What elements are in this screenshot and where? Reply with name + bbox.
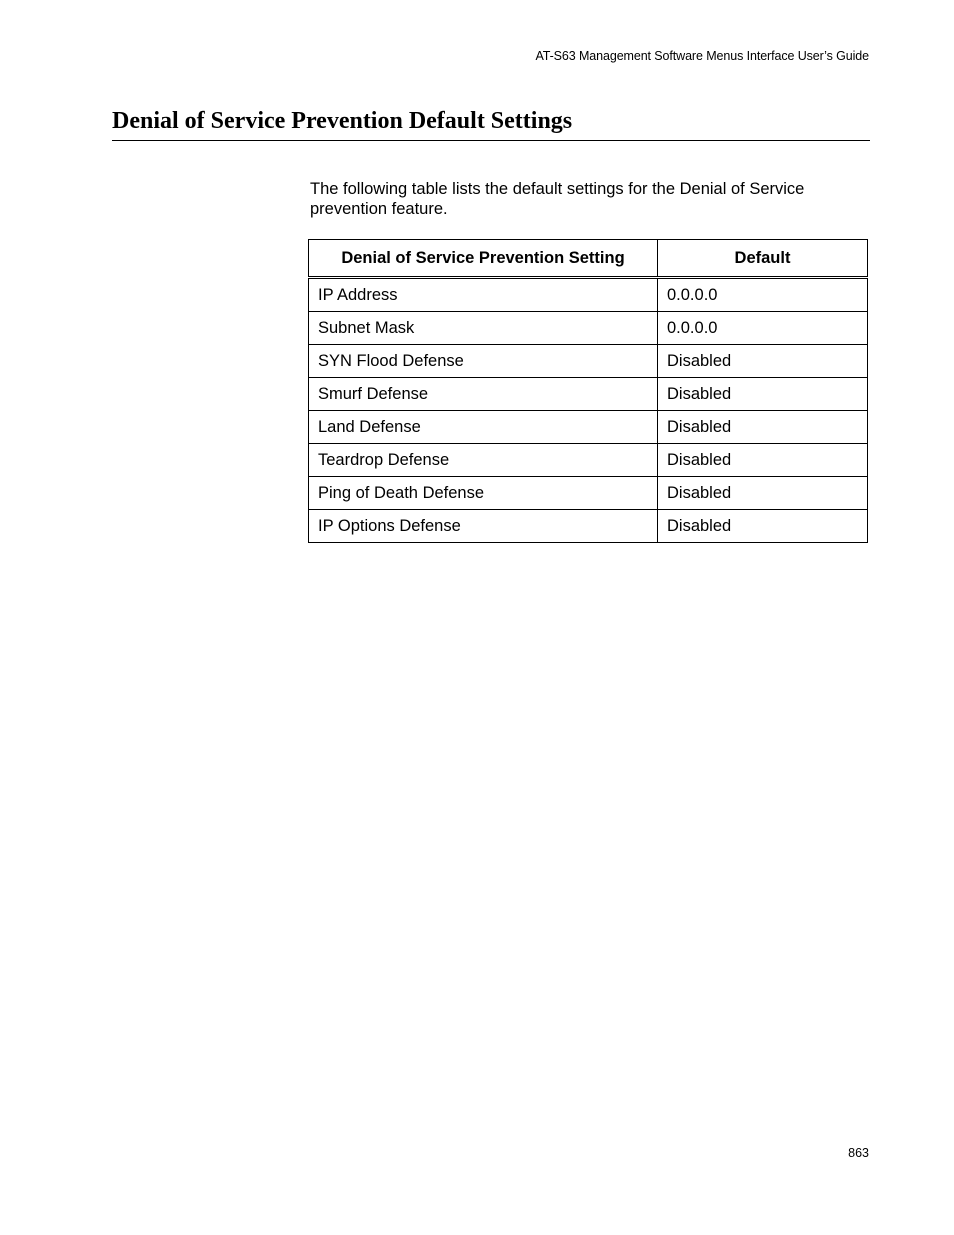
setting-cell: Ping of Death Defense [309,477,658,510]
setting-cell: Subnet Mask [309,312,658,345]
default-cell: Disabled [658,411,868,444]
default-cell: Disabled [658,510,868,543]
setting-cell: IP Address [309,278,658,312]
table-row [309,411,868,444]
section-title: Denial of Service Prevention Default Settings [112,106,870,141]
table-row [309,345,868,378]
table-row [309,312,868,345]
default-cell: 0.0.0.0 [658,312,868,345]
setting-cell: Teardrop Defense [309,444,658,477]
default-cell: Disabled [658,444,868,477]
setting-cell: Smurf Defense [309,378,658,411]
column-header-default: Default [658,240,868,278]
default-cell: Disabled [658,477,868,510]
table-row [309,477,868,510]
column-header-setting: Denial of Service Prevention Setting [309,240,658,278]
default-cell: Disabled [658,378,868,411]
page-number: 863 [848,1146,869,1160]
running-header: AT-S63 Management Software Menus Interface User’s Guide [535,49,869,63]
setting-cell: SYN Flood Defense [309,345,658,378]
setting-cell: Land Defense [309,411,658,444]
table-header-row [309,240,868,278]
setting-cell: IP Options Defense [309,510,658,543]
default-settings-table [308,239,868,543]
table-row [309,378,868,411]
table-row [309,510,868,543]
table-row [309,278,868,312]
table-row [309,444,868,477]
intro-paragraph: The following table lists the default settings for the Denial of Service prevention feature. [310,180,805,218]
default-cell: Disabled [658,345,868,378]
default-cell: 0.0.0.0 [658,278,868,312]
